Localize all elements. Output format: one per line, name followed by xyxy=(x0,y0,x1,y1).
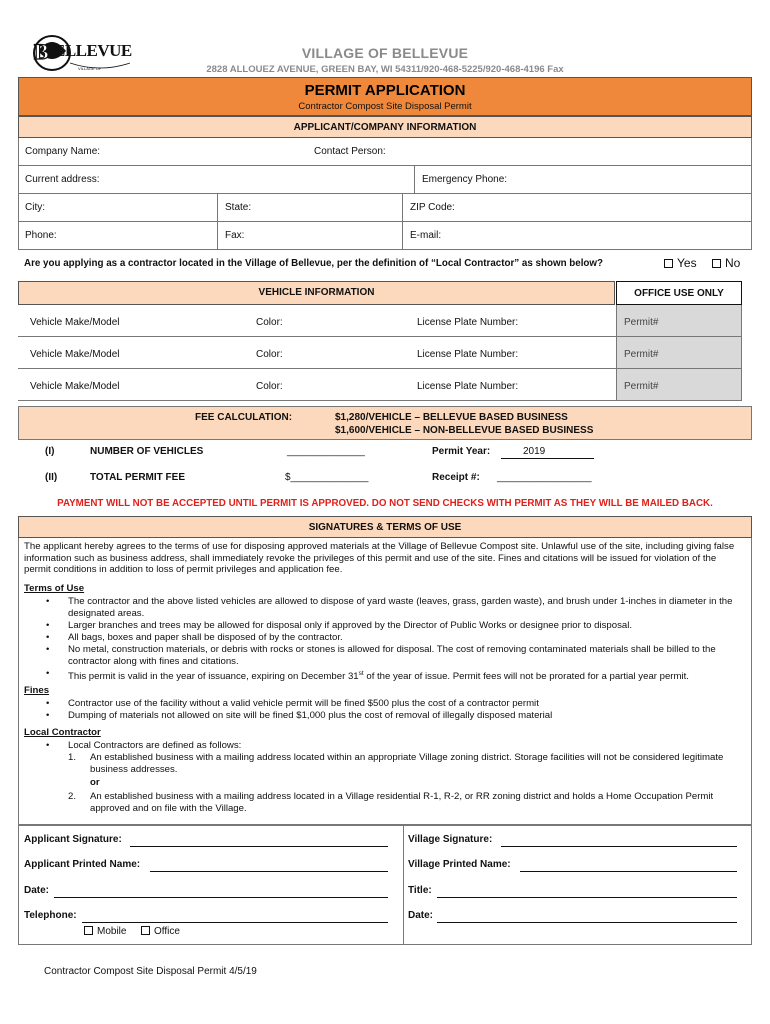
office-use-label: OFFICE USE ONLY xyxy=(634,288,724,299)
number-of-vehicles-label: NUMBER OF VEHICLES xyxy=(90,446,204,457)
number-of-vehicles-field[interactable]: ______________ xyxy=(287,446,365,457)
village-signature-line[interactable] xyxy=(501,845,737,847)
address-row xyxy=(18,166,752,194)
title-bar xyxy=(18,77,752,116)
vehicle-color-field[interactable]: Color: xyxy=(256,349,283,360)
current-address-field[interactable]: Current address: xyxy=(25,174,100,185)
signature-box xyxy=(18,825,752,945)
row-one-number: (I) xyxy=(45,446,55,457)
divider xyxy=(402,194,403,221)
or-separator: or xyxy=(90,777,100,788)
license-plate-field[interactable]: License Plate Number: xyxy=(417,317,519,328)
state-field[interactable]: State: xyxy=(225,202,252,213)
telephone-line[interactable] xyxy=(82,921,388,923)
list-item-text: Larger branches and trees may be allowed for disposal only if approved by the Director of Public Works or designee prior to disposal. xyxy=(68,620,633,631)
numbered-item-text: An established business with a mailing address located within an appropriate Village zoning district. Storage facilities will not be considered legitimate business addresses. xyxy=(90,752,724,775)
city-field[interactable]: City: xyxy=(25,202,45,213)
list-item: • Dumping of materials not allowed on site will be fined $1,000 plus the cost of removal of illegally disposed material xyxy=(46,710,746,722)
office-label: Office xyxy=(154,926,180,937)
yes-option[interactable] xyxy=(664,256,697,270)
phone-row xyxy=(18,222,752,250)
list-item: • Contractor use of the facility without a valid vehicle permit will be fined $500 plus the cost of a contractor permit xyxy=(46,698,746,710)
permit-number-field: Permit# xyxy=(624,349,659,360)
applicant-section-title: APPLICANT/COMPANY INFORMATION xyxy=(293,122,477,133)
row-two-number: (II) xyxy=(45,472,58,483)
permit-number-field: Permit# xyxy=(624,317,659,328)
village-date-line[interactable] xyxy=(437,921,737,923)
terms-section-bar xyxy=(18,516,752,538)
fee-label: FEE CALCULATION: xyxy=(195,412,293,423)
no-checkbox[interactable] xyxy=(712,259,721,268)
valid-text-pre: This permit is valid in the year of issuance, expiring on December 31 xyxy=(68,671,359,683)
list-item: • The contractor and the above listed vehicles are allowed to dispose of yard waste (leaves, grass, garden waste), and brush under 1-inches in diameter in the designated areas. xyxy=(46,596,746,619)
valid-text-post: of the year of issue. Permit fees will not be prorated for a partial year permit. xyxy=(363,671,689,683)
vehicle-row xyxy=(18,337,742,369)
svg-text:VILLAGE OF: VILLAGE OF xyxy=(78,66,102,71)
list-item-text xyxy=(68,668,746,683)
list-item: • Local Contractors are defined as follows: xyxy=(46,740,746,752)
permit-year-value: 2019 xyxy=(523,446,546,457)
emergency-phone-field[interactable]: Emergency Phone: xyxy=(422,174,508,185)
terms-intro: The applicant hereby agrees to the terms of use for disposing approved materials at the Village of Bellevue Compost site. Unlawful use of the site, including giving false information such as business address, shall immediately revoke the privileges of this permit and use of the site. Fines and citations will be issued for violation of the permit conditions in addition to loss of permit privileges and application fee. xyxy=(24,541,735,575)
company-row xyxy=(18,138,752,166)
phone-field[interactable]: Phone: xyxy=(25,230,57,241)
title-label: Title: xyxy=(408,885,432,896)
org-address: 2828 ALLOUEZ AVENUE, GREEN BAY, WI 54311/920-468-5225/920-468-4196 Fax xyxy=(206,64,564,75)
yes-label: Yes xyxy=(677,256,697,270)
yes-checkbox[interactable] xyxy=(664,259,673,268)
village-signature-label: Village Signature: xyxy=(408,834,493,845)
mobile-option[interactable] xyxy=(84,926,126,938)
fax-field[interactable]: Fax: xyxy=(225,230,245,241)
fee-non-bellevue: $1,600/VEHICLE – NON-BELLEVUE BASED BUSINESS xyxy=(335,425,594,436)
no-label: No xyxy=(725,256,741,270)
numbered-item xyxy=(68,791,744,814)
vehicle-color-field[interactable]: Color: xyxy=(256,317,283,328)
numbered-item-num: 1. xyxy=(68,752,77,763)
office-use-header xyxy=(616,281,742,305)
list-item-text: The contractor and the above listed vehicles are allowed to dispose of yard waste (leaves, grass, garden waste), and brush under 1-inches in diameter in the designated areas. xyxy=(68,596,733,619)
vehicle-section-title: VEHICLE INFORMATION xyxy=(258,287,375,298)
village-logo xyxy=(30,27,143,75)
date-label: Date: xyxy=(24,885,50,896)
list-item-text: All bags, boxes and paper shall be disposed of by the contractor. xyxy=(68,632,343,643)
page-title: PERMIT APPLICATION xyxy=(304,82,466,99)
fines-heading: Fines xyxy=(24,685,50,696)
list-item: • This permit is valid in the year of issuance, expiring on December 31st of the year of issue. Permit fees will not be prorated for a partial year permit. xyxy=(46,668,746,683)
svg-text:ELLEVUE: ELLEVUE xyxy=(54,41,132,60)
receipt-field[interactable]: _________________ xyxy=(497,472,592,483)
list-item-text: Local Contractors are defined as follows: xyxy=(68,740,242,751)
applicant-signature-line[interactable] xyxy=(130,845,388,847)
applicant-printed-name-line[interactable] xyxy=(150,870,388,872)
applicant-signature-label: Applicant Signature: xyxy=(24,834,122,845)
vehicle-make-field[interactable]: Vehicle Make/Model xyxy=(30,317,120,328)
numbered-item xyxy=(68,752,744,775)
company-name-field[interactable]: Company Name: xyxy=(25,146,101,157)
email-field[interactable]: E-mail: xyxy=(410,230,442,241)
local-contractor-question: Are you applying as a contractor located in the Village of Bellevue, per the definition of “Local Contractor” as shown below? xyxy=(24,258,604,269)
vehicle-color-field[interactable]: Color: xyxy=(256,381,283,392)
village-printed-name-line[interactable] xyxy=(520,870,737,872)
total-permit-fee-field[interactable]: $______________ xyxy=(285,472,369,483)
vehicle-make-field[interactable]: Vehicle Make/Model xyxy=(30,349,120,360)
page-subtitle: Contractor Compost Site Disposal Permit xyxy=(298,101,472,112)
divider xyxy=(402,222,403,249)
receipt-label: Receipt #: xyxy=(432,472,480,483)
list-item: • Larger branches and trees may be allowed for disposal only if approved by the Director of Public Works or designee prior to disposal. xyxy=(46,620,746,632)
valid-text-sup: st xyxy=(358,670,364,677)
zip-field[interactable]: ZIP Code: xyxy=(410,202,455,213)
total-permit-fee-label: TOTAL PERMIT FEE xyxy=(90,472,186,483)
license-plate-field[interactable]: License Plate Number: xyxy=(417,349,519,360)
org-name: VILLAGE OF BELLEVUE xyxy=(301,45,469,61)
telephone-label: Telephone: xyxy=(24,910,77,921)
applicant-printed-name-label: Applicant Printed Name: xyxy=(24,859,141,870)
divider xyxy=(217,194,218,221)
terms-of-use-heading: Terms of Use xyxy=(24,583,85,594)
mobile-checkbox[interactable] xyxy=(84,926,93,935)
vehicle-row xyxy=(18,305,742,337)
license-plate-field[interactable]: License Plate Number: xyxy=(417,381,519,392)
applicant-section-bar xyxy=(18,116,752,138)
footer-text: Contractor Compost Site Disposal Permit 4/5/19 xyxy=(44,966,257,977)
date-line[interactable] xyxy=(54,896,388,898)
permit-number-field: Permit# xyxy=(624,381,659,392)
divider xyxy=(403,826,404,944)
vehicle-make-field[interactable]: Vehicle Make/Model xyxy=(30,381,120,392)
svg-text:B: B xyxy=(34,39,49,64)
local-contractor-heading: Local Contractor xyxy=(24,727,101,738)
divider xyxy=(217,222,218,249)
numbered-item-text: An established business with a mailing address located in a Village residential R-1, R-2, or RR zoning district and holds a Home Occupation Permit approved and on file with the Village. xyxy=(90,791,714,814)
list-item: • All bags, boxes and paper shall be disposed of by the contractor. xyxy=(46,632,746,644)
office-checkbox[interactable] xyxy=(141,926,150,935)
vehicle-section-bar xyxy=(18,281,615,305)
no-option[interactable] xyxy=(712,256,740,270)
title-line[interactable] xyxy=(437,896,737,898)
payment-warning: PAYMENT WILL NOT BE ACCEPTED UNTIL PERMIT IS APPROVED. DO NOT SEND CHECKS WITH PERMIT AS THEY WILL BE MAILED BACK. xyxy=(57,498,713,509)
list-item-text: No metal, construction materials, or debris with rocks or stones is allowed for disposal. The cost of removing contaminated materials shall be billed to the contractor along with fines and citations. xyxy=(68,644,716,667)
list-item-text: Dumping of materials not allowed on site will be fined $1,000 plus the cost of removal of illegally disposed material xyxy=(68,710,553,721)
list-item: • No metal, construction materials, or debris with rocks or stones is allowed for disposal. The cost of removing contaminated materials shall be billed to the contractor along with fines and citations. xyxy=(46,644,746,667)
list-item-text: Contractor use of the facility without a valid vehicle permit will be fined $500 plus the cost of a contractor permit xyxy=(68,698,539,709)
office-option[interactable] xyxy=(141,926,180,938)
divider xyxy=(414,166,415,193)
permit-year-field xyxy=(501,444,594,459)
vehicle-row xyxy=(18,369,742,401)
numbered-item-num: 2. xyxy=(68,791,77,802)
fee-bellevue: $1,280/VEHICLE – BELLEVUE BASED BUSINESS xyxy=(335,412,568,423)
village-printed-name-label: Village Printed Name: xyxy=(408,859,511,870)
city-row xyxy=(18,194,752,222)
contact-person-field[interactable]: Contact Person: xyxy=(314,146,386,157)
village-date-label: Date: xyxy=(408,910,434,921)
mobile-label: Mobile xyxy=(97,926,127,937)
permit-year-label: Permit Year: xyxy=(432,446,491,457)
fee-bar xyxy=(18,406,752,440)
terms-section-title: SIGNATURES & TERMS OF USE xyxy=(308,522,462,533)
